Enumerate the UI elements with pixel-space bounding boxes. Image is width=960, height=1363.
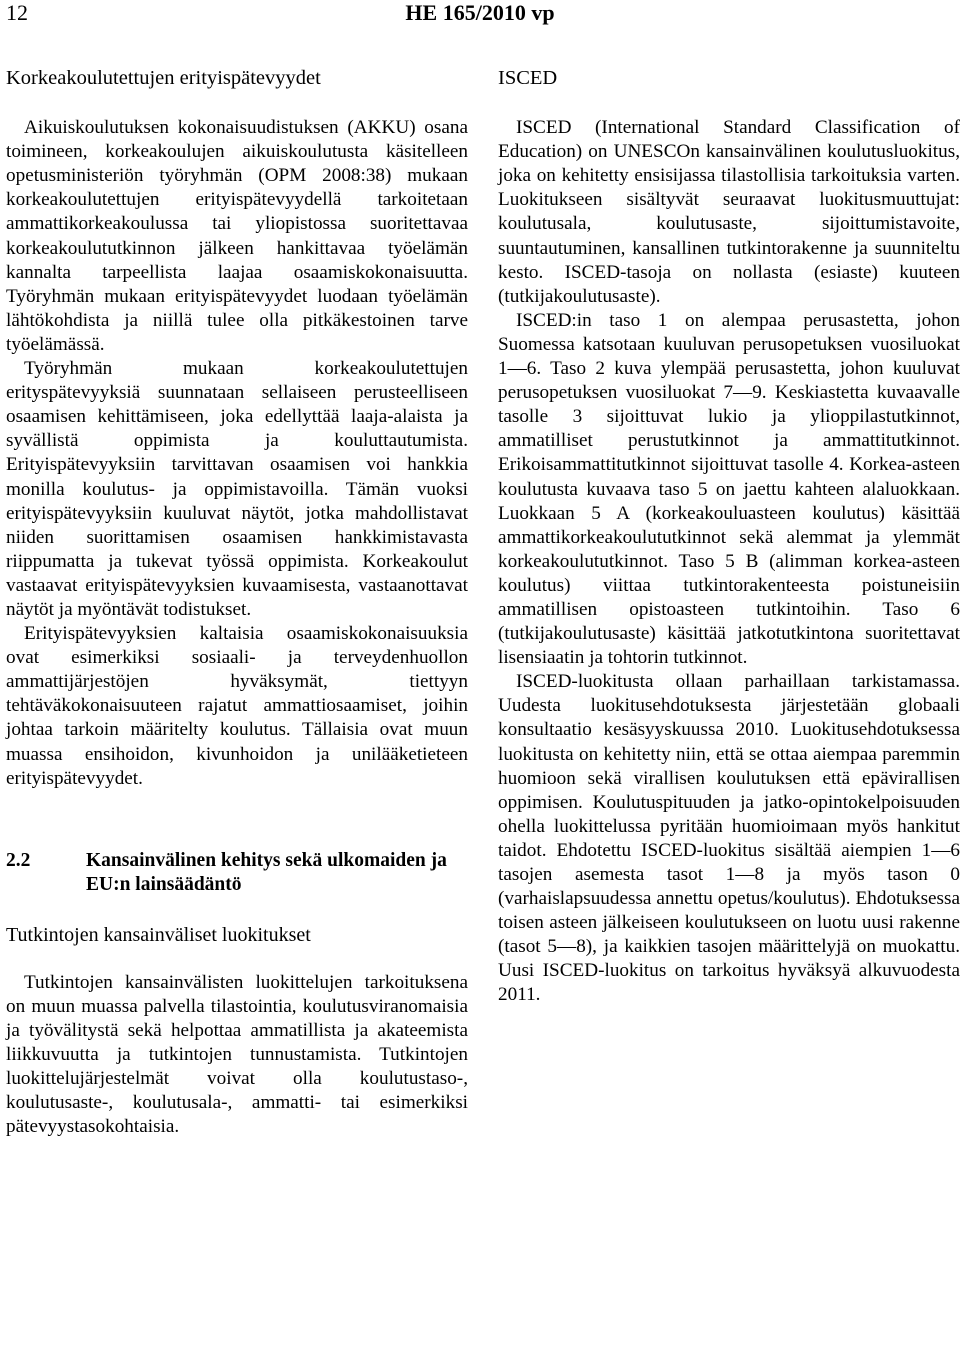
left-sub-paragraph-1: Tutkintojen kansainvälisten luokittelujen tarkoituksena on muun muassa palvella tilastointia, koulutusviranomaisia ja työvälitystä sekä helpottaa ammatillista ja akateemista liikkuvuutta ja tutkintojen tunnustamista. Tutkintojen luokittelujärjestelmät voivat olla koulutustaso-, koulutusaste-, koulutusala-, ammatti- tai esimerkiksi pätevyystasokohtaisia. (6, 971, 468, 1138)
document-id: HE 165/2010 vp (405, 0, 555, 25)
left-paragraph-2: Työryhmän mukaan korkeakoulutettujen erityspätevyyksiä suunnataan sellaiseen perusteelliseen osaamisen kehittämiseen, joka edellyttää laaja-alaista ja syvällistä oppimista ja kouluttautumista. Erityispätevyyksiin tarvittavan osaamisen voi hankkia monilla koulutus- ja oppimistavoilla. Tämän vuoksi erityispätevyyksiin kuuluvat näytöt, jotka mahdollistavat niiden suorittamisen osaamisen hankkimistavasta riippumatta ja tukevat työssä oppimista. Korkeakoulut vastaavat erityispätevyyksien kuvaamisesta, vastaanottavat näytöt ja myöntävät todistukset. (6, 358, 468, 620)
left-paragraph-1: Aikuiskoulutuksen kokonaisuudistuksen (AKKU) osana toimineen, korkeakoulujen aikuiskoulutusta käsitelleen opetusministeriön työryhmän (OPM 2008:38) mukaan korkeakoulutettujen erityispätevyydellä tarkoitetaan ammattikorkeakoulussa tai yliopistossa suoritettavaa korkeakoulututkinnon jälkeen hankittavaa työelämän kannalta tarpeellista laajaa osaamiskokonaisuutta. Työryhmän mukaan erityispätevyydet luodaan työelämän lähtökohdista ja niillä tulee olla pitkäkestoinen tarve työelämässä. (6, 117, 468, 355)
right-paragraph-3: ISCED-luokitusta ollaan parhaillaan tarkistamassa. Uudesta luokitusehdotuksesta järjestetään globaali konsultaatio kesäsyyskuussa 2010. Luokitusehdotuksessa luokitusta on kehitetty niin, että se ottaa aiempaa paremmin huomioon sekä virallisen koulutuksen että epävirallisen oppimisen. Koulutuspituuden ja jatko-opintokelpoisuuden ohella luokittelussa pyritään huomioimaan myös hankitut taidot. Ehdotettu ISCED-luokitus sisältää aiempien 1—6 tasojen asemesta tasot 1—8 ja myös tason 0 (varhaislapsuudessa annettu opetus/koulutus). Ehdotuksessa toisen asteen jälkeiseen koulutukseen on luotu uusi rakenne (tasot 5—8), ja kaikkien tasojen määrittelyjä on muokattu. Uusi ISCED-luokitus on tarkoitus hyväksyä alkuvuodesta 2011. (498, 671, 960, 1006)
section-heading (6, 849, 468, 897)
page-header (0, 0, 960, 30)
right-paragraph-2: ISCED:in taso 1 on alempaa perusastetta, johon Suomessa katsotaan kuuluvan perusopetuksen vuosiluokat 1—6. Taso 2 kuva ylempää perusastetta, johon kuuluvat perusopetuksen vuosiluokat 7—9. Keskiastetta kuvaavalle tasolle 3 sijoittuvat lukio ja ylioppilastutkinnot, ammatilliset perustutkinnot ja ammattitutkinnot. Erikoisammattitutkinnot sijoittuvat tasolle 4. Korkea-asteen koulutusta kuvaava taso 5 on jaettu kahteen alaluokkaan. Luokkaan 5 A (korkeakouluasteen koulutus) käsittää ammattikorkeakoulututkinnot sekä alemmat ja ylemmät korkeakoulututkinnot. Taso 5 B (alimman korkea-asteen koulutus) viittaa tutkintorakenteesta poistuneisiin ammatillisen opistoasteen tutkintoihin. Taso 6 (tutkijakoulutusaste) käsittää jatkotutkintona suoritettavat lisensiaatin ja tohtorin tutkinnot. (498, 309, 960, 669)
right-heading: ISCED (498, 67, 558, 89)
section-title: Kansainvälinen kehitys sekä ulkomaiden ja EU:n lainsäädäntö (86, 849, 447, 895)
right-paragraph-1: ISCED (International Standard Classification of Education) on UNESCOn kansainvälinen koulutusluokitus, joka on kehitetty ensisijassa tilastollisia tarkoituksia varten. Luokitukseen sisältyvät seuraavat luokitusmuuttujat: koulutusala, koulutusaste, sijoittumistavoite, suuntautuminen, kansallinen tutkintorakenne ja suunniteltu kesto. ISCED-tasoja on nollasta (esiaste) kuuteen (tutkijakoulutusaste). (498, 117, 960, 307)
page-number: 12 (6, 0, 28, 25)
sub-heading: Tutkintojen kansainväliset luokitukset (6, 923, 311, 946)
section-number: 2.2 (6, 849, 31, 871)
right-column (498, 66, 960, 1008)
left-heading: Korkeakoulutettujen erityispätevyydet (6, 67, 321, 89)
left-paragraph-3: Erityispätevyyksien kaltaisia osaamiskokonaisuuksia ovat esimerkiksi sosiaali- ja terveydenhuollon ammattijärjestöjen hyväksymät, tiettyyn tehtäväkokonaisuuteen rajatut ammattiosaamiset, joihin johtaa tarkoin määritelty koulutus. Tällaisia ovat muun muassa ensihoidon, kivunhoidon ja unilääketieteen erityispätevyydet. (6, 623, 468, 789)
left-column (6, 66, 468, 1139)
